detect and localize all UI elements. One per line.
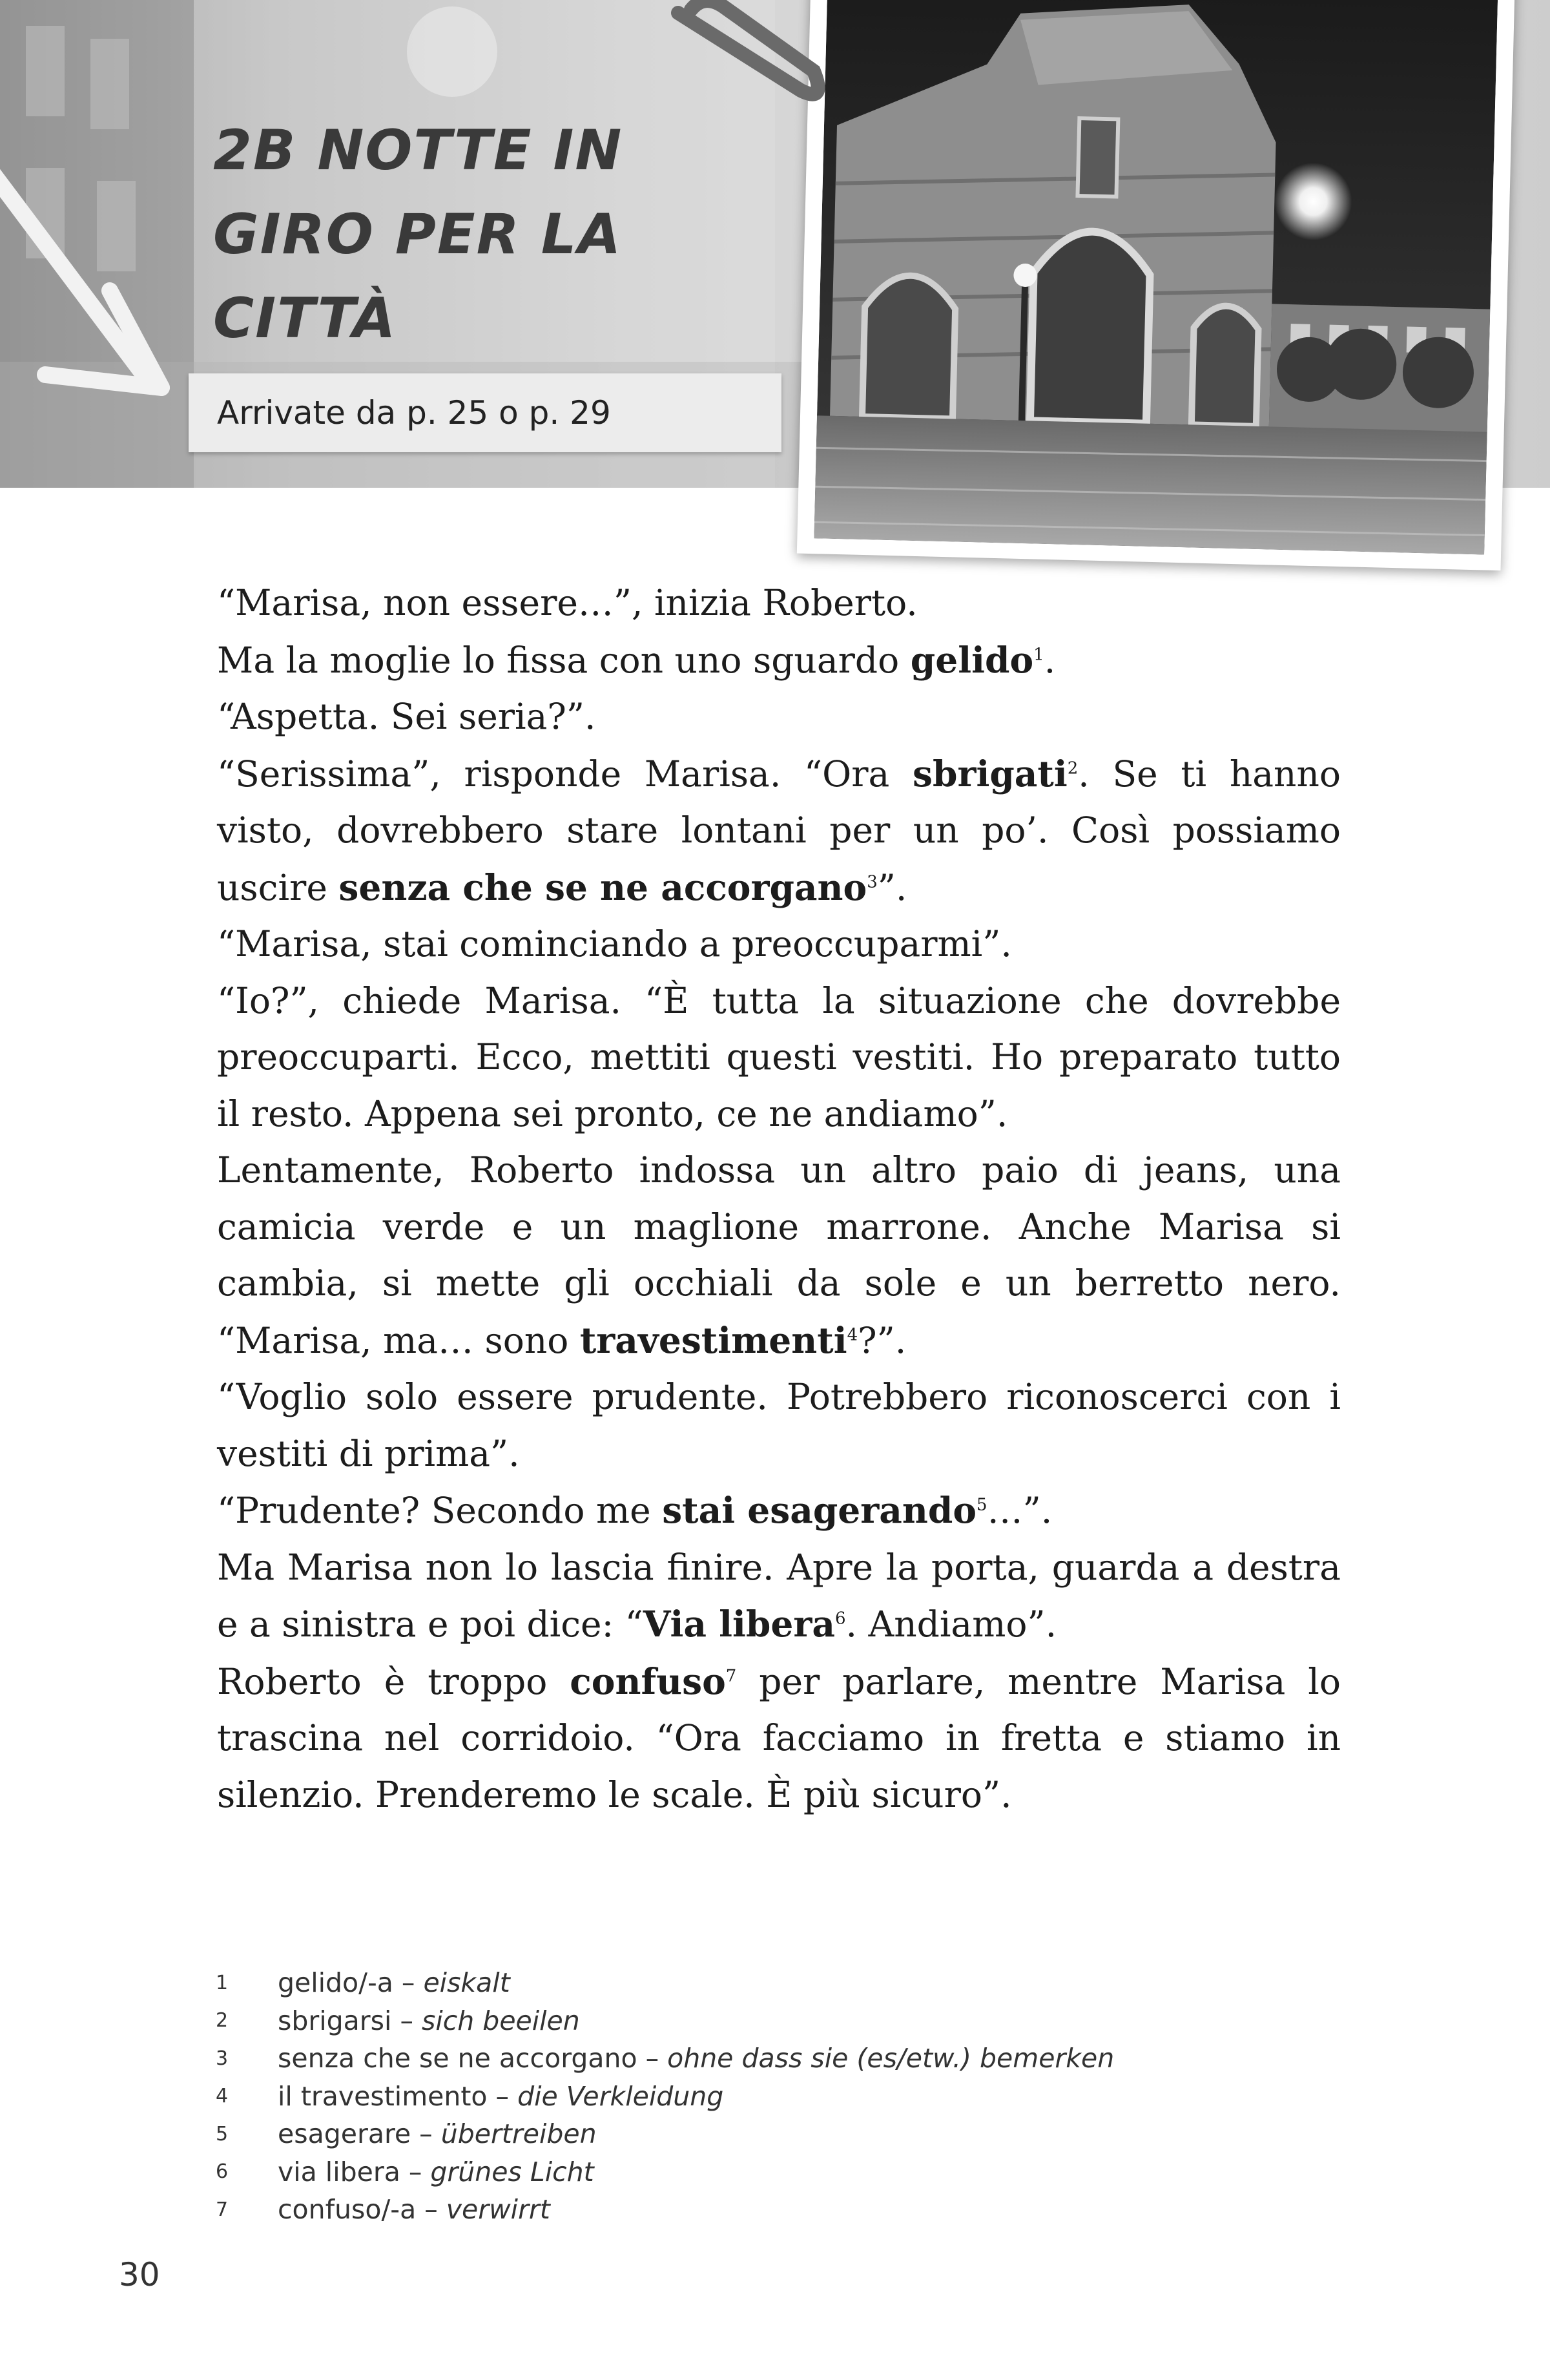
arrival-note-box xyxy=(189,373,781,452)
glossary-number: 7 xyxy=(216,2198,229,2221)
story-paragraph: “Voglio solo essere prudente. Potrebbero riconoscerci con i vestiti di prima”. xyxy=(217,1376,1341,1474)
glossary-number: 5 xyxy=(216,2122,229,2145)
glossary-number: 2 xyxy=(216,2009,229,2032)
story-paragraph: “Marisa, non essere…”, inizia Roberto. xyxy=(217,582,918,623)
glossary-separator: – xyxy=(411,2118,441,2150)
page-number: 30 xyxy=(119,2256,160,2293)
glossary-term: esagerare xyxy=(278,2118,411,2150)
story-paragraph: “Prudente? Secondo me stai esagerando$^5$…”. xyxy=(217,1489,1053,1531)
glossary-term: gelido/-a xyxy=(278,1967,393,1999)
glossary-separator: – xyxy=(391,2005,422,2036)
story-paragraph: “Marisa, stai cominciando a preoccuparmi”. xyxy=(217,923,1012,965)
footnote-ref: 7 xyxy=(725,1666,737,1686)
glossary-translation: sich beeilen xyxy=(421,2005,580,2036)
story-text xyxy=(217,575,1341,1823)
glossary-translation: die Verkleidung xyxy=(517,2080,724,2112)
vocab-term: Via libera xyxy=(643,1603,835,1645)
story-paragraph: Lentamente, Roberto indossa un altro paio di jeans, una camicia verde e un maglione marrone. Anche Marisa si cambia, si mette gli occhiali da sole e un berretto nero. “Marisa, ma… sono travestimenti$^4$?”. xyxy=(217,1149,1341,1361)
vocab-term: stai esagerando xyxy=(662,1489,977,1531)
footnote-ref: 4 xyxy=(847,1325,858,1345)
arrival-link[interactable]: Arrivate da p. 25 o p. 29 xyxy=(217,394,611,432)
footnote-ref: 2 xyxy=(1067,758,1079,778)
footnote-ref: 1 xyxy=(1033,645,1044,665)
glossary-translation: ohne dass sie (es/etw.) bemerken xyxy=(667,2043,1115,2074)
glossary-separator: – xyxy=(637,2043,668,2074)
glossary-term: confuso/-a xyxy=(278,2194,417,2226)
glossary-number: 3 xyxy=(216,2047,229,2070)
vocab-term: senza che se ne accorgano xyxy=(338,866,867,908)
cathedral-night-photo xyxy=(814,0,1498,555)
footnote-ref: 6 xyxy=(834,1609,846,1629)
glossary-term: il travestimento xyxy=(278,2080,488,2112)
glossary-separator: – xyxy=(400,2156,431,2187)
glossary-number: 4 xyxy=(216,2085,229,2108)
story-paragraph: Ma Marisa non lo lascia finire. Apre la porta, guarda a destra e a sinistra e poi dice: “Via libera$^6$. Andiamo”. xyxy=(217,1546,1341,1645)
chapter-title: 2B NOTTE IN GIRO PER LA CITTÀ xyxy=(213,118,623,351)
glossary-entry xyxy=(213,2115,1376,2153)
glossary xyxy=(213,1964,1376,2229)
story-paragraph: “Aspetta. Sei seria?”. xyxy=(217,696,596,737)
glossary-number: 6 xyxy=(216,2160,229,2184)
vocab-term: sbrigati xyxy=(913,752,1068,795)
glossary-entry xyxy=(213,2002,1376,2040)
vocab-term: confuso xyxy=(570,1660,726,1702)
glossary-translation: eiskalt xyxy=(423,1967,510,1999)
glossary-translation: grünes Licht xyxy=(430,2156,594,2187)
polaroid-photo-frame xyxy=(797,0,1515,570)
vocab-term: gelido xyxy=(910,638,1034,681)
paperclip-icon xyxy=(652,0,840,123)
glossary-separator: – xyxy=(416,2194,446,2226)
footnote-ref: 3 xyxy=(867,872,878,892)
vocab-term: travestimenti xyxy=(579,1319,847,1361)
story-paragraph: Roberto è troppo confuso$^7$ per parlare, mentre Marisa lo trascina nel corridoio. “Ora facciamo in fretta e stiamo in silenzio. Prenderemo le scale. È più sicuro”. xyxy=(217,1660,1341,1815)
story-paragraph: “Serissima”, risponde Marisa. “Ora sbrigati$^2$. Se ti hanno visto, dovrebbero stare lontani per un po’. Così possiamo uscire senza che se ne accorgano$^3$”. xyxy=(217,752,1341,908)
story-paragraph: “Io?”, chiede Marisa. “È tutta la situazione che dovrebbe preoccuparti. Ecco, mettiti questi vestiti. Ho preparato tutto il resto. Appena sei pronto, ce ne andiamo”. xyxy=(217,979,1341,1134)
glossary-entry xyxy=(213,2078,1376,2116)
glossary-entry xyxy=(213,2040,1376,2078)
glossary-separator: – xyxy=(487,2080,518,2112)
glossary-entry xyxy=(213,2191,1376,2229)
glossary-number: 1 xyxy=(216,1971,229,1994)
glossary-term: senza che se ne accorgano xyxy=(278,2043,637,2074)
glossary-term: sbrigarsi xyxy=(278,2005,392,2036)
glossary-entry xyxy=(213,2153,1376,2191)
glossary-term: via libera xyxy=(278,2156,400,2187)
glossary-separator: – xyxy=(393,1967,424,1999)
story-paragraph: Ma la moglie lo fissa con uno sguardo gelido$^1$. xyxy=(217,638,1056,681)
glossary-translation: übertreiben xyxy=(440,2118,597,2150)
footnote-ref: 5 xyxy=(976,1495,987,1515)
glossary-translation: verwirrt xyxy=(446,2194,550,2226)
glossary-entry xyxy=(213,1964,1376,2002)
